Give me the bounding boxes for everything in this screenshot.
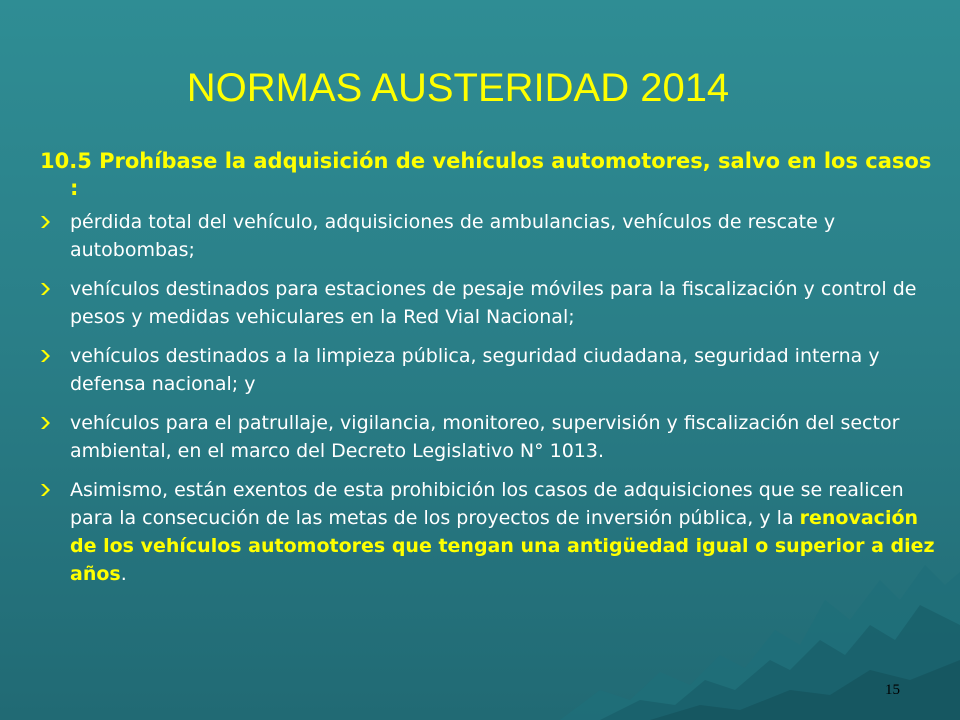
arrow-right-icon — [40, 416, 54, 430]
list-item — [40, 409, 935, 465]
arrow-right-icon — [40, 483, 54, 497]
bullet-text: vehículos destinados para estaciones de pesaje móviles para la fiscalización y control de pesos y medidas vehiculares en la Red Vial Nacional; — [70, 278, 917, 328]
bullet-text-prefix: Asimismo, están exentos de esta prohibición los casos de adquisiciones que se realicen para la consecución de las metas de los proyectos de inversión pública, y la — [70, 479, 904, 529]
list-item — [40, 476, 935, 588]
list-item — [40, 342, 935, 398]
bullet-text: pérdida total del vehículo, adquisiciones de ambulancias, vehículos de rescate y autobombas; — [70, 211, 836, 261]
list-item — [40, 275, 935, 331]
bullet-text: vehículos destinados a la limpieza pública, seguridad ciudadana, seguridad interna y defensa nacional; y — [70, 345, 880, 395]
arrow-right-icon — [40, 215, 54, 229]
bullet-text-highlight: renovación de los vehículos automotores que tengan una antigüedad igual o superior a diez años — [70, 507, 935, 585]
slide-title: NORMAS AUSTERIDAD 2014 — [186, 66, 730, 110]
arrow-right-icon — [40, 349, 54, 363]
page-number: 15 — [885, 682, 900, 698]
list-item — [40, 208, 935, 264]
section-heading: 10.5 Prohíbase la adquisición de vehículos automotores, salvo en los casos : — [40, 149, 932, 200]
bullet-text: vehículos para el patrullaje, vigilancia, monitoreo, supervisión y fiscalización del sector ambiental, en el marco del Decreto Legislativo N° 1013. — [70, 412, 900, 462]
bullet-text-suffix: . — [120, 563, 127, 585]
arrow-right-icon — [40, 282, 54, 296]
slide-content — [40, 148, 935, 599]
